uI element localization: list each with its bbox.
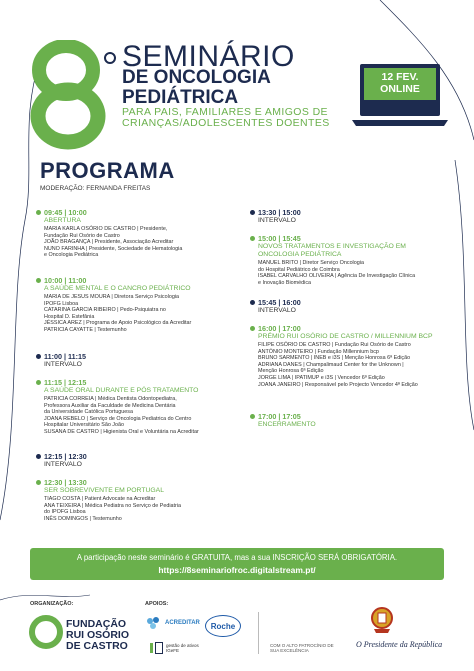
bullet-icon (36, 380, 41, 385)
agenda-item (36, 378, 236, 436)
speaker: Hospital D. Estefânia (44, 313, 95, 320)
speaker: MARIA KARLA OSÓRIO DE CASTRO | Presidente, (44, 226, 168, 232)
bullet-icon (36, 278, 41, 283)
speaker: NUNO FARINHA | Presidente, Sociedade de Hematologia (44, 245, 183, 252)
agenda-topic: ENCERRAMENTO (258, 421, 316, 428)
agenda-time: 09:45 | 10:00 (44, 208, 87, 217)
speaker: e Oncologia Pediátrica (44, 252, 99, 259)
speaker: TIAGO COSTA | Patient Advocate na Acreditar (44, 496, 156, 502)
agenda-time: 12:30 | 13:30 (44, 478, 87, 487)
title-line3: PEDIÁTRICA (122, 87, 239, 108)
bullet-icon (250, 326, 255, 331)
speaker: JOANA JANEIRO | Responsável pelo Projecto Vencedor 4ª Edição (258, 381, 418, 388)
bullet-icon (36, 354, 41, 359)
subtitle-line2: CRIANÇAS/ADOLESCENTES DOENTES (122, 117, 330, 129)
coat-of-arms-icon (368, 605, 396, 635)
moderation: MODERAÇÃO: FERNANDA FREITAS (40, 185, 151, 192)
speaker: CATARINA GARCIA RIBEIRO | Pedo-Psiquiatra no (44, 307, 166, 314)
event-mode: ONLINE (380, 83, 420, 95)
agenda-time: 11:00 | 11:15 (44, 352, 86, 361)
speaker: PATRICIA CAYATTE | Testemunho (44, 326, 127, 333)
foundation-logo-icon (28, 614, 64, 650)
agenda-topic: A SAÚDE ORAL DURANTE E PÓS TRATAMENTO (44, 387, 199, 394)
programa-title: PROGRAMA (40, 158, 175, 183)
bullet-icon (250, 300, 255, 305)
speaker: PATRICIA CORREIA | Médica Dentista Odontopediatra, (44, 396, 177, 402)
seminar-number-logo (30, 40, 118, 150)
bullet-icon (250, 210, 255, 215)
bullet-icon (36, 480, 41, 485)
agenda-topic: PRÉMIO RUI OSÓRIO DE CASTRO / MILLENNIUM BCP (258, 333, 433, 340)
agenda-item (250, 324, 460, 388)
speaker: FILIPE OSÓRIO DE CASTRO | Fundação Rui Osório de Castro (258, 342, 411, 348)
organizacao-label: ORGANIZAÇÃO: (30, 601, 74, 607)
bullet-icon (250, 414, 255, 419)
footer-divider (258, 612, 259, 654)
presidente-text: O Presidente da República (356, 640, 443, 649)
speaker: JORGE LIMA | IPATIMUP e i3S | Vencedor 6ª Edição (258, 374, 385, 381)
agenda-item (36, 352, 236, 369)
speaker: SUSANA DE CASTRO | Higienista Oral e Voluntária na Acreditar (44, 428, 199, 435)
gestao-icon (150, 643, 153, 653)
gestao-ativos-logo: gestão de ativos IGeFE (150, 642, 199, 654)
event-date: 12 FEV. (381, 71, 419, 83)
patrocinio-text: COM O ALTO PATROCÍNIO DE SUA EXCELÊNCIA (270, 643, 334, 653)
agenda-item (250, 234, 460, 286)
registration-banner (30, 548, 444, 580)
speaker: JOANA REBELO | Serviço de Oncologia Pediatrica do Centro (44, 415, 192, 422)
agenda-time: 13:30 | 15:00 (258, 208, 301, 217)
speaker: MANUEL BRITO | Diretor Serviço Oncologia (258, 260, 364, 266)
agenda-topic: SER SOBREVIVENTE EM PORTUGAL (44, 487, 164, 494)
agenda-item (250, 298, 460, 315)
agenda-item (250, 208, 460, 225)
registration-notice: A participação neste seminário é GRATUITA, mas a sua INSCRIÇÃO SERÁ OBRIGATÓRIA. (76, 553, 398, 562)
speaker: ANTÓNIO MONTEIRO | Fundação Millennium bcp (258, 348, 379, 355)
speaker: Professora Auxiliar da Faculdade de Medicina Dentária (44, 402, 176, 409)
speaker: IPOFG Lisboa (44, 300, 79, 307)
title-line1: SEMINÁRIO (122, 40, 295, 73)
speaker: JOÃO BRAGANÇA | Presidente, Associação Acreditar (44, 239, 174, 246)
roche-logo: Roche (205, 615, 241, 637)
agenda-topic: A SAÚDE MENTAL E O CANCRO PEDIÁTRICO (44, 285, 191, 292)
subtitle-line1: PARA PAIS, FAMILIARES E AMIGOS DE (122, 106, 328, 118)
agenda-topic: INTERVALO (44, 361, 82, 368)
speaker: Menção Honrosa 6ª Edição (258, 368, 324, 375)
agenda-topic: ABERTURA (44, 217, 81, 224)
speaker: e Inovação Biomédica (258, 279, 312, 286)
speaker: JÉSSICA AREZ | Programa de Apoio Psicológico da Acreditar (44, 320, 192, 327)
agenda-item (36, 478, 236, 522)
agenda-topic: NOVOS TRATAMENTOS E INVESTIGAÇÃO EM ONCOLOGIA PEDIÁTRICA (258, 243, 406, 258)
speaker: BRUNO SARMENTO | INEB e i3S | Menção Honrosa 6ª Edição (258, 355, 411, 362)
speaker: do Hospital Pediátrico de Coimbra (258, 266, 340, 273)
speaker: MARIA DE JESUS MOURA | Diretora Serviço Psicologia (44, 294, 180, 300)
event-date-label (364, 71, 436, 95)
speaker: da Universidade Católica Portuguesa (44, 409, 133, 416)
agenda-time: 17:00 | 17:05 (258, 412, 301, 421)
agenda-time: 15:45 | 16:00 (258, 298, 301, 307)
acreditar-logo: ACREDITAR (145, 615, 200, 631)
speaker: do IPOFG Lisboa (44, 509, 86, 516)
speaker: ADRIANA DANES | Champalimaud Center for the Unknown | (258, 361, 404, 368)
title-line2: DE ONCOLOGIA (122, 67, 271, 88)
bullet-icon (250, 236, 255, 241)
agenda-time: 16:00 | 17:00 (258, 324, 301, 333)
agenda-item (36, 208, 236, 259)
agenda-time: 12:15 | 12:30 (44, 452, 87, 461)
agenda-topic: INTERVALO (44, 461, 82, 468)
agenda-time: 15:00 | 15:45 (258, 234, 301, 243)
acreditar-icon (145, 615, 163, 631)
agenda-topic: INTERVALO (258, 217, 296, 224)
speaker: Fundação Rui Osório de Castro (44, 232, 120, 239)
speaker: ISABEL CARVALHO OLIVEIRA | Agência De Investigação Clínica (258, 273, 416, 280)
speaker: ANA TEIXEIRA | Médica Pediatra no Serviço de Pediatria (44, 502, 182, 509)
agenda-item (36, 452, 236, 469)
agenda-topic: INTERVALO (258, 307, 296, 314)
speaker: Hospitalar Universitário São João (44, 422, 124, 429)
laptop-icon (350, 62, 450, 132)
agenda-item (250, 412, 460, 429)
apoios-label: APOIOS: (145, 601, 169, 607)
agenda-time: 10:00 | 11:00 (44, 276, 87, 285)
bullet-icon (36, 454, 41, 459)
agenda-item (36, 276, 236, 334)
foundation-name: FUNDAÇÃO RUI OSÓRIO DE CASTRO (66, 618, 130, 652)
registration-link[interactable]: https://8seminariofroc.digitalstream.pt/ (158, 565, 316, 575)
bullet-icon (36, 210, 41, 215)
agenda-time: 11:15 | 12:15 (44, 378, 87, 387)
speaker: INÊS DOMINGOS | Testemunho (44, 515, 122, 522)
